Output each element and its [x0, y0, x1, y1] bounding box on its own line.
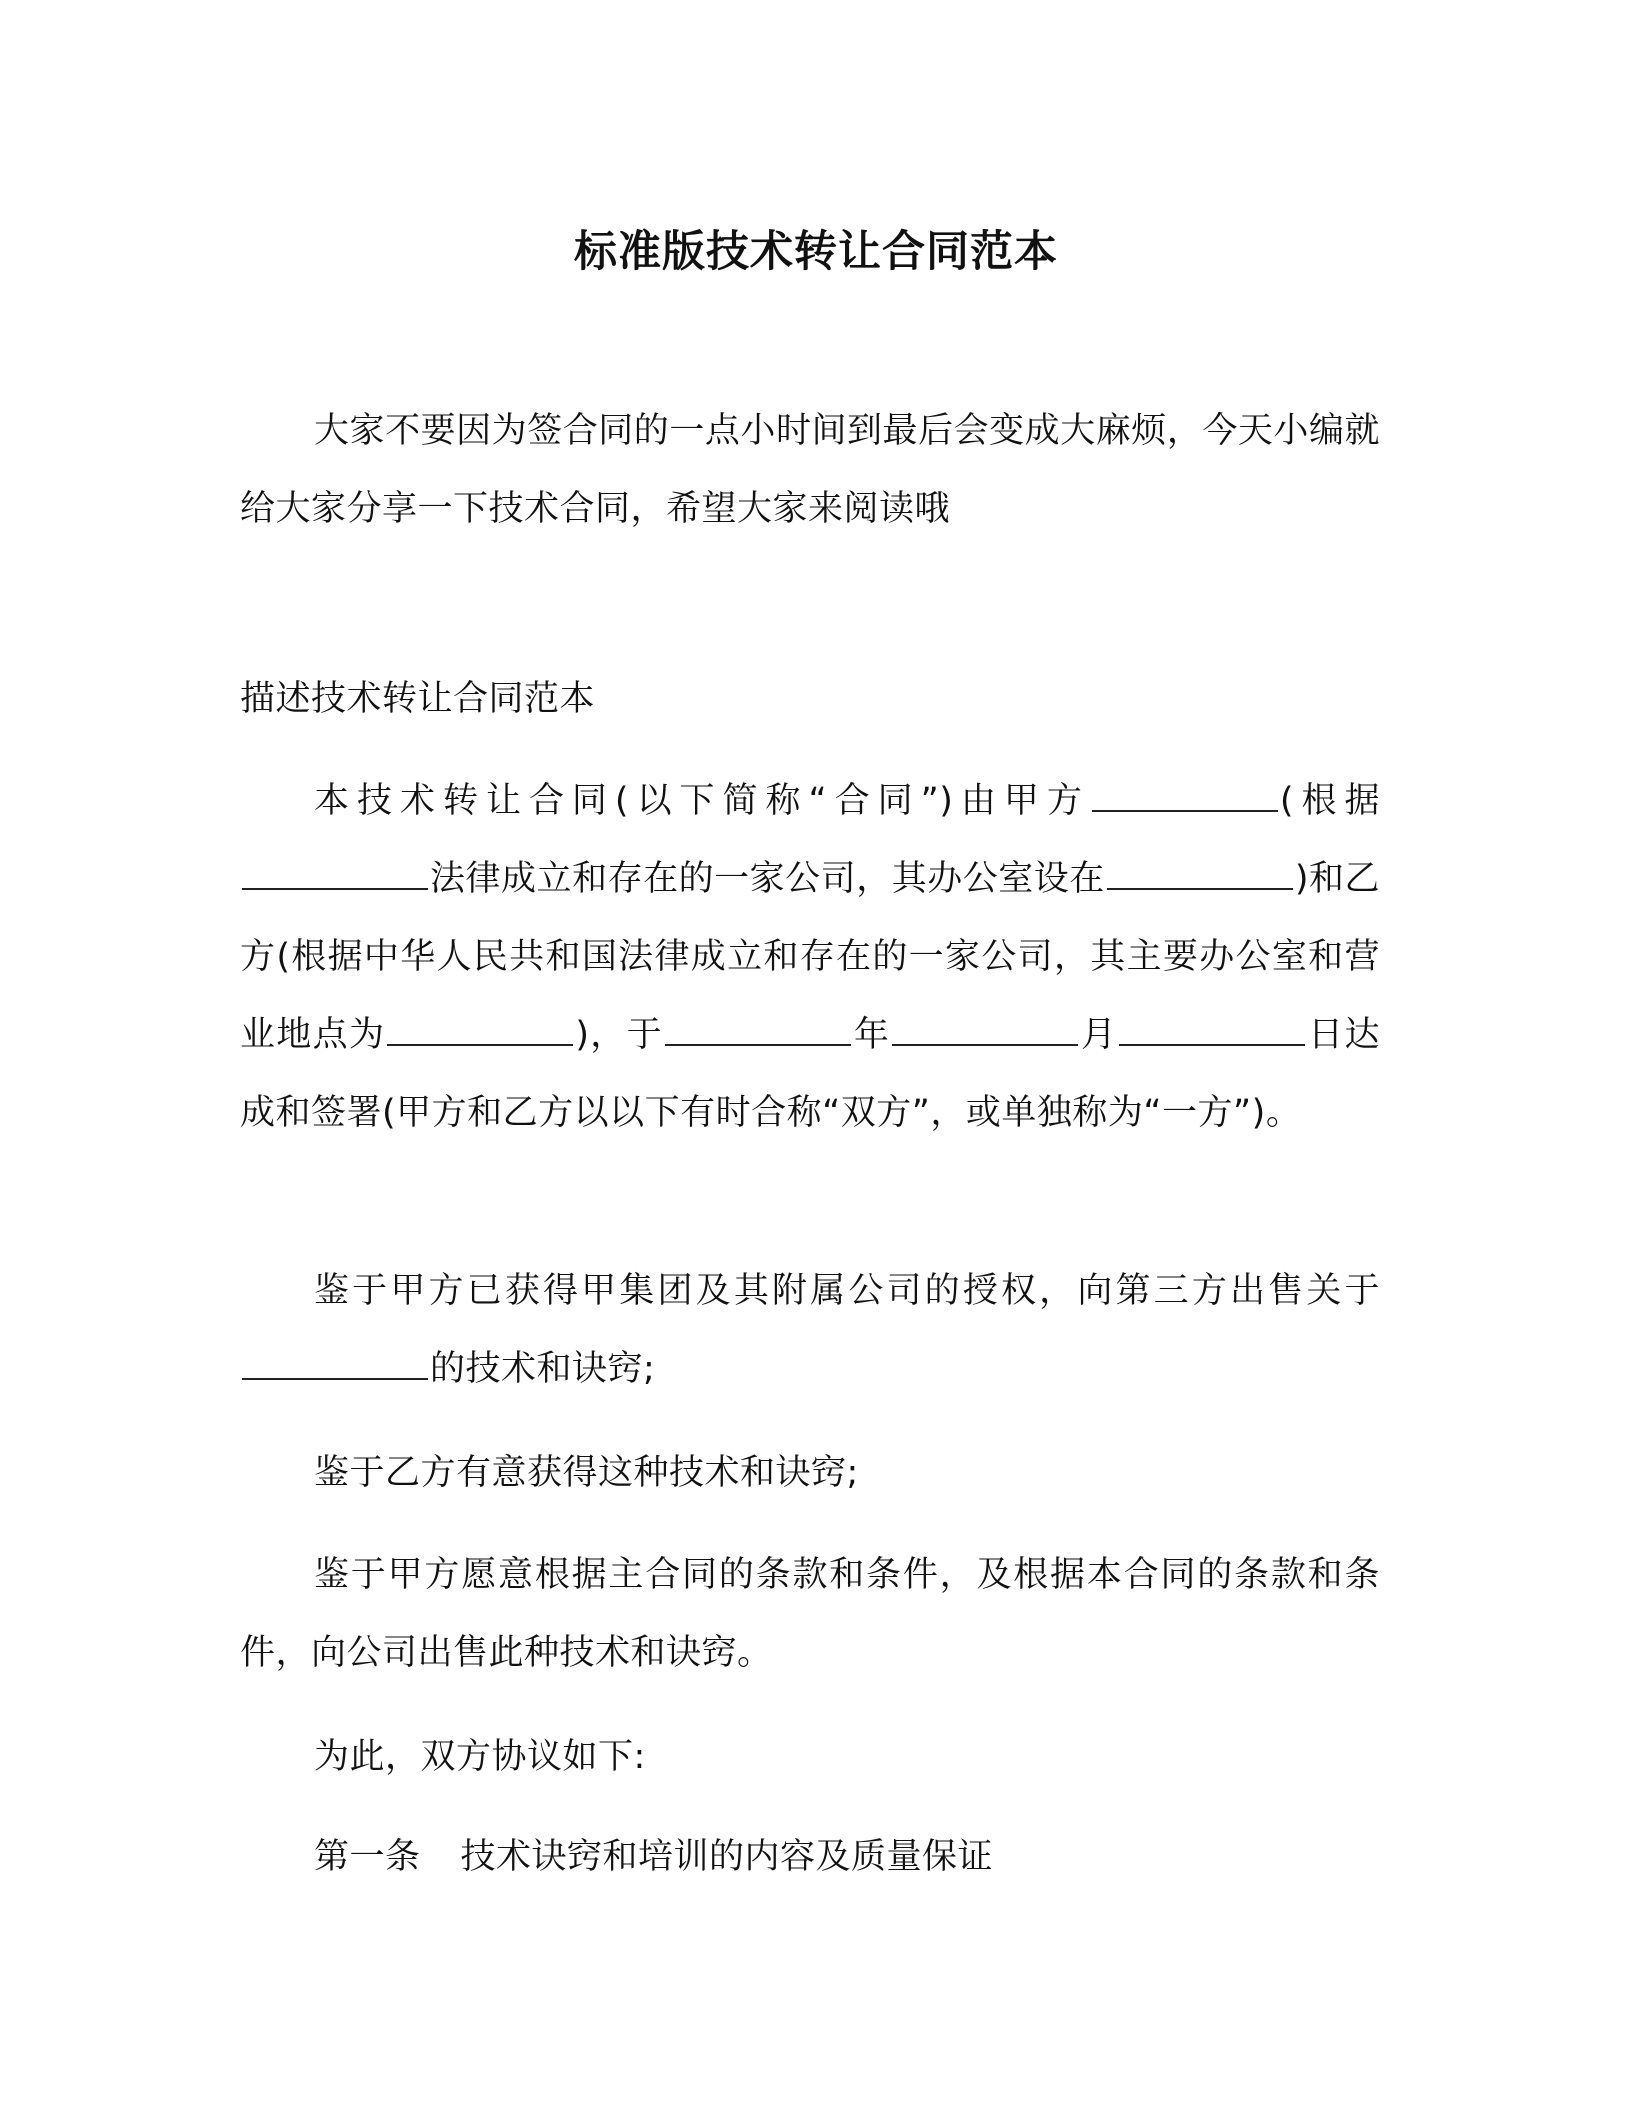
- blank-month: [892, 1009, 1078, 1046]
- preamble-text: )，于: [575, 1015, 663, 1055]
- preamble-text: 本技术转让合同(以下简称“合同”)由甲方: [314, 781, 1090, 821]
- article-title: 技术诀窍和培训的内容及质量保证: [460, 1837, 994, 1877]
- blank-party-a-name: [1092, 775, 1278, 812]
- preamble-text: (根据: [1279, 781, 1381, 821]
- whereas-paragraph-3: 鉴于甲方愿意根据主合同的条款和条件，及根据本合同的条款和条件，向公司出售此种技术和诀窍。: [240, 1555, 1380, 1673]
- whereas-text: 鉴于甲方已获得甲集团及其附属公司的授权，向第三方出售关于: [314, 1271, 1380, 1311]
- whereas-text: 的技术和诀窍;: [430, 1349, 656, 1389]
- whereas-paragraph-2: 鉴于乙方有意获得这种技术和诀窍;: [314, 1453, 859, 1493]
- agreement-statement: 为此，双方协议如下:: [314, 1737, 646, 1777]
- preamble-text: 年: [852, 1015, 891, 1055]
- preamble-text: 月: [1080, 1015, 1118, 1055]
- whereas-paragraph-1: [240, 1252, 1380, 1408]
- blank-party-b-office: [387, 1009, 573, 1046]
- blank-jurisdiction: [242, 853, 428, 890]
- intro-paragraph: 大家不要因为签合同的一点小时间到最后会变成大麻烦，今天小编就给大家分享一下技术合同，希望大家来阅读哦: [240, 411, 1380, 529]
- preamble-text: )和乙方(根据中华人民共和国法律成立和存在的一家公司，其主要办公室和营业地点为: [240, 859, 1380, 1055]
- article-number: 第一条: [314, 1837, 421, 1877]
- preamble-text: 法律成立和存在的一家公司，其办公室设在: [430, 859, 1105, 899]
- preamble-paragraph: [240, 762, 1380, 1152]
- document-title: 标准版技术转让合同范本: [574, 227, 1058, 277]
- blank-party-a-office: [1107, 853, 1293, 890]
- blank-technology: [242, 1343, 428, 1380]
- article-1-heading: [240, 1818, 1380, 1896]
- section-heading: 描述技术转让合同范本: [240, 679, 596, 719]
- blank-day: [1119, 1009, 1305, 1046]
- blank-year: [665, 1009, 851, 1046]
- preamble-text: 日达成和签署(甲方和乙方以以下有时合称“双方”，或单独称为“一方”)。: [240, 1015, 1380, 1133]
